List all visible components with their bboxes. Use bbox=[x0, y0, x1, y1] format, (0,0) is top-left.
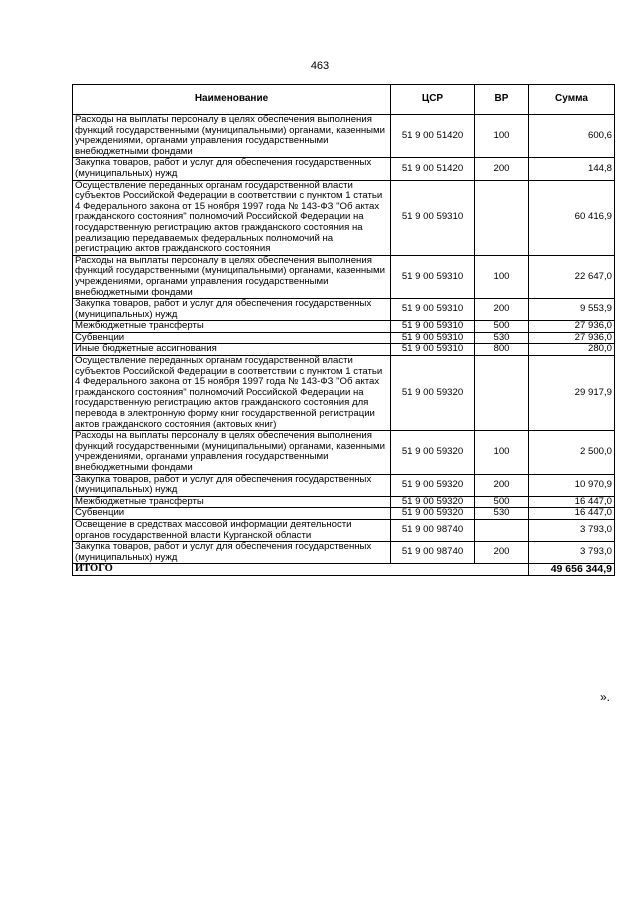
table-row bbox=[73, 356, 615, 431]
row-name: Субвенции bbox=[73, 508, 391, 520]
row-vr bbox=[475, 356, 529, 431]
closing-quote-mark: ». bbox=[600, 690, 611, 704]
row-name: Осуществление переданных органам государственной власти субъектов Российской Федерации в соответствии с пунктом 1 статьи 4 Федерального закона от 15 ноября 1997 года № 143-ФЗ "Об актах гражданского состояния" полномочий Российской Федерации на государственную регистрацию актов гражданского состояния на реализацию передаваемых федеральных полномочий на регистрацию актов гражданского состояния bbox=[73, 180, 391, 255]
table-row bbox=[73, 344, 615, 356]
row-vr bbox=[475, 519, 529, 541]
row-vr: 200 bbox=[475, 474, 529, 496]
row-vr: 200 bbox=[475, 542, 529, 564]
table-row bbox=[73, 519, 615, 541]
header-name: Наименование bbox=[73, 85, 391, 115]
row-name: Освещение в средствах массовой информации деятельности органов государственной власти Курганской области bbox=[73, 519, 391, 541]
table-row bbox=[73, 158, 615, 180]
header-vr: ВР bbox=[475, 85, 529, 115]
row-vr: 500 bbox=[475, 496, 529, 508]
row-vr bbox=[475, 180, 529, 255]
row-name: Расходы на выплаты персоналу в целях обеспечения выполнения функций государственными (муниципальными) органами, казенными учреждениями, органами управления государственными внебюджетными фондами bbox=[73, 255, 391, 298]
table-header-row bbox=[73, 85, 615, 115]
row-sum: 3 793,0 bbox=[529, 542, 615, 564]
total-sum: 49 656 344,9 bbox=[529, 564, 615, 576]
row-name: Межбюджетные трансферты bbox=[73, 321, 391, 333]
row-vr: 100 bbox=[475, 431, 529, 474]
row-sum: 600,6 bbox=[529, 115, 615, 158]
table-row bbox=[73, 299, 615, 321]
row-csr: 51 9 00 59320 bbox=[391, 496, 475, 508]
row-name: Иные бюджетные ассигнования bbox=[73, 344, 391, 356]
header-sum: Сумма bbox=[529, 85, 615, 115]
row-csr: 51 9 00 59310 bbox=[391, 180, 475, 255]
row-csr: 51 9 00 59310 bbox=[391, 321, 475, 333]
table-row bbox=[73, 115, 615, 158]
table-row bbox=[73, 542, 615, 564]
row-csr: 51 9 00 51420 bbox=[391, 115, 475, 158]
table-row bbox=[73, 431, 615, 474]
row-name: Расходы на выплаты персоналу в целях обеспечения выполнения функций государственными (муниципальными) органами, казенными учреждениями, органами управления государственными внебюджетными фондами bbox=[73, 431, 391, 474]
row-vr: 800 bbox=[475, 344, 529, 356]
table-row bbox=[73, 255, 615, 298]
row-sum: 10 970,9 bbox=[529, 474, 615, 496]
row-csr: 51 9 00 59320 bbox=[391, 431, 475, 474]
row-sum: 9 553,9 bbox=[529, 299, 615, 321]
row-csr: 51 9 00 59320 bbox=[391, 474, 475, 496]
header-csr: ЦСР bbox=[391, 85, 475, 115]
table-row bbox=[73, 180, 615, 255]
row-name: Закупка товаров, работ и услуг для обеспечения государственных (муниципальных) нужд bbox=[73, 158, 391, 180]
row-sum: 144,8 bbox=[529, 158, 615, 180]
row-name: Межбюджетные трансферты bbox=[73, 496, 391, 508]
row-sum: 27 936,0 bbox=[529, 332, 615, 344]
row-sum: 280,0 bbox=[529, 344, 615, 356]
row-csr: 51 9 00 98740 bbox=[391, 542, 475, 564]
row-csr: 51 9 00 59310 bbox=[391, 255, 475, 298]
row-csr: 51 9 00 59310 bbox=[391, 299, 475, 321]
row-sum: 16 447,0 bbox=[529, 508, 615, 520]
table-row bbox=[73, 508, 615, 520]
row-sum: 3 793,0 bbox=[529, 519, 615, 541]
table-row bbox=[73, 332, 615, 344]
row-vr: 530 bbox=[475, 332, 529, 344]
row-vr: 100 bbox=[475, 115, 529, 158]
row-name: Осуществление переданных органам государственной власти субъектов Российской Федерации в соответствии с пунктом 1 статьи 4 Федерального закона от 15 ноября 1997 года № 143-ФЗ "Об актах гражданского состояния" полномочий Российской Федерации на государственную регистрацию актов гражданского состояния для перевода в электронную форму книг государственной регистрации актов гражданского состояния (актовых книг) bbox=[73, 356, 391, 431]
table-row bbox=[73, 321, 615, 333]
row-vr: 200 bbox=[475, 158, 529, 180]
row-sum: 60 416,9 bbox=[529, 180, 615, 255]
table-row bbox=[73, 496, 615, 508]
row-vr: 530 bbox=[475, 508, 529, 520]
row-csr: 51 9 00 59320 bbox=[391, 508, 475, 520]
row-csr: 51 9 00 51420 bbox=[391, 158, 475, 180]
row-sum: 22 647,0 bbox=[529, 255, 615, 298]
row-vr: 500 bbox=[475, 321, 529, 333]
row-name: Закупка товаров, работ и услуг для обеспечения государственных (муниципальных) нужд bbox=[73, 474, 391, 496]
row-csr: 51 9 00 59310 bbox=[391, 344, 475, 356]
row-vr: 100 bbox=[475, 255, 529, 298]
row-csr: 51 9 00 59310 bbox=[391, 332, 475, 344]
total-label: ИТОГО bbox=[73, 564, 529, 576]
row-name: Закупка товаров, работ и услуг для обеспечения государственных (муниципальных) нужд bbox=[73, 542, 391, 564]
budget-table bbox=[72, 84, 615, 576]
row-sum: 27 936,0 bbox=[529, 321, 615, 333]
row-sum: 2 500,0 bbox=[529, 431, 615, 474]
row-vr: 200 bbox=[475, 299, 529, 321]
table-row bbox=[73, 474, 615, 496]
row-csr: 51 9 00 59320 bbox=[391, 356, 475, 431]
row-name: Расходы на выплаты персоналу в целях обеспечения выполнения функций государственными (муниципальными) органами, казенными учреждениями, органами управления государственными внебюджетными фондами bbox=[73, 115, 391, 158]
total-row bbox=[73, 564, 615, 576]
row-sum: 29 917,9 bbox=[529, 356, 615, 431]
row-csr: 51 9 00 98740 bbox=[391, 519, 475, 541]
row-name: Субвенции bbox=[73, 332, 391, 344]
row-name: Закупка товаров, работ и услуг для обеспечения государственных (муниципальных) нужд bbox=[73, 299, 391, 321]
row-sum: 16 447,0 bbox=[529, 496, 615, 508]
page-number: 463 bbox=[310, 60, 330, 72]
